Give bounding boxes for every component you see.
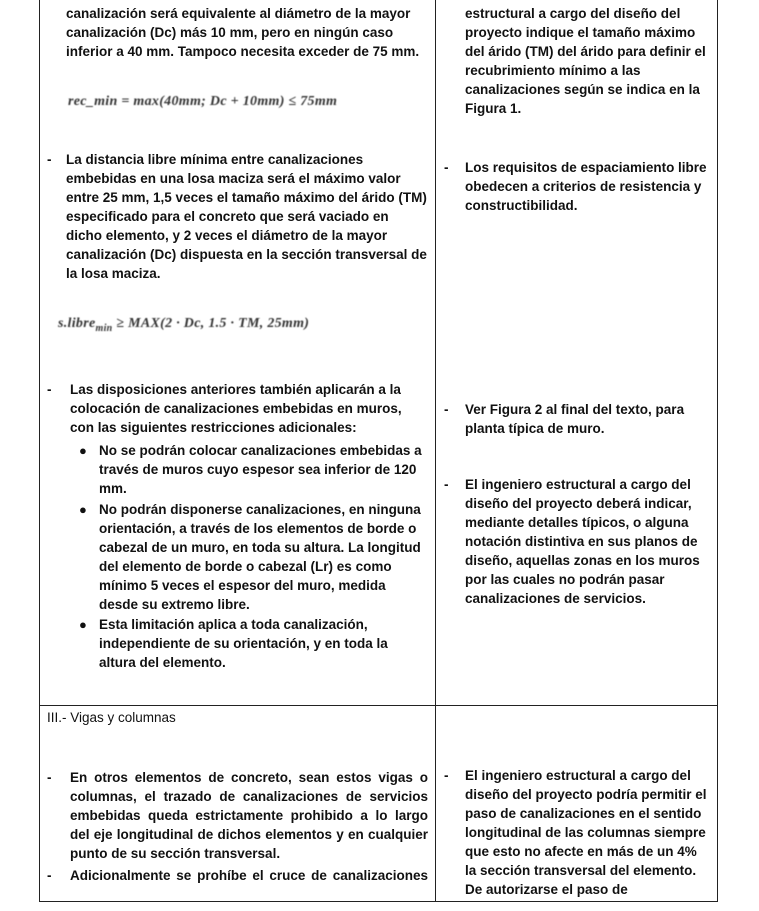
bullet-mark-1: ●: [79, 443, 87, 458]
formula2-rest: ≥ MAX(2 ∙ Dc, 1.5 ∙ TM, 25mm): [112, 316, 310, 331]
formula2-sub: min: [95, 322, 113, 334]
bullet-boundary-elements: No podrán disponerse canalizaciones, en ninguna orientación, a través de los elementos de borde o cabezal de un muro, en toda su altura. La longitud del elemento de borde o cabezal (Lr) es como mínimo 5 veces el espesor del muro, medida desde su extremo libre.: [99, 502, 421, 612]
right-item-figure-2: Ver Figura 2 al final del texto, para planta típica de muro.: [465, 402, 685, 436]
left-item-walls: Las disposiciones anteriores también aplicarán a la colocación de canalizaciones embebidas en muros, con las siguientes restricciones adicionales:: [70, 382, 402, 435]
right-item-dash-2: -: [444, 402, 449, 417]
right-item-dash-1: -: [444, 160, 449, 175]
table-border-bottom: [39, 901, 718, 902]
left-item-dash-3: -: [47, 770, 52, 785]
formula-minimum-cover: rec_min = max(40mm; Dc + 10mm) ≤ 75mm: [68, 94, 338, 109]
right-item-dash-3: -: [444, 477, 449, 492]
left-item-dash-1: -: [47, 152, 52, 167]
right-item-spacing-criteria: Los requisitos de espaciamiento libre obedecen a criterios de resistencia y constructibilidad.: [465, 160, 707, 213]
bullet-limitation: Esta limitación aplica a toda canalización, independiente de su orientación, y en toda la altura del elemento.: [99, 617, 388, 670]
right-item-dash-4: -: [444, 768, 449, 783]
left-continuation-text: canalización será equivalente al diámetro de la mayor canalización (Dc) más 10 mm, pero en ningún caso inferior a 40 mm. Tampoco necesita exceder de 75 mm.: [66, 6, 420, 59]
section-heading-vigas-columnas: III.- Vigas y columnas: [47, 710, 176, 725]
formula2-main: s.libre: [58, 316, 96, 331]
bullet-wall-thickness: No se podrán colocar canalizaciones embebidas a través de muros cuyo espesor sea inferior de 120 mm.: [99, 443, 422, 496]
right-item-engineer-columns: El ingeniero estructural a cargo del diseño del proyecto podría permitir el paso de canalizaciones en el sentido longitudinal de las columnas siempre que esto no afecte en más de un 4% la sección transversal del elemento. De autorizarse el paso de: [465, 768, 707, 897]
formula-free-spacing: [58, 316, 309, 334]
right-continuation-text: estructural a cargo del diseño del proyecto indique el tamaño máximo del árido (TM) del árido para definir el recubrimiento mínimo a las canalizaciones según se indica en la Figura 1.: [465, 6, 706, 116]
left-item-dash-4: -: [47, 868, 52, 883]
table-row-divider: [39, 705, 718, 706]
left-item-free-spacing: La distancia libre mínima entre canalizaciones embebidas en una losa maciza será el máximo valor entre 25 mm, 1,5 veces el tamaño máximo del árido (TM) especificado para el concreto que será vaciado en dicho elemento, y 2 veces el diámetro de la mayor canalización (Dc) dispuesta en la sección transversal de la losa maciza.: [66, 152, 427, 281]
left-item-dash-2: -: [47, 382, 52, 397]
left-item-beams-columns: En otros elementos de concreto, sean estos vigas o columnas, el trazado de canalizaciones de servicios embebidas queda estrictamente prohibido a lo largo del eje longitudinal de dichos elementos y en cualquier punto de su sección transversal.: [70, 770, 428, 861]
left-item-crossing: Adicionalmente se prohíbe el cruce de canalizaciones: [70, 868, 428, 883]
bullet-mark-3: ●: [79, 617, 87, 632]
bullet-mark-2: ●: [79, 502, 87, 517]
table-border-right: [717, 0, 718, 902]
right-item-engineer-walls: El ingeniero estructural a cargo del diseño del proyecto deberá indicar, mediante detalles típicos, o alguna notación distintiva en sus planos de diseño, aquellas zonas en los muros por las cuales no podrán pasar canalizaciones de servicios.: [465, 477, 700, 606]
table-border-left: [39, 0, 40, 902]
table-border-middle: [435, 0, 436, 902]
